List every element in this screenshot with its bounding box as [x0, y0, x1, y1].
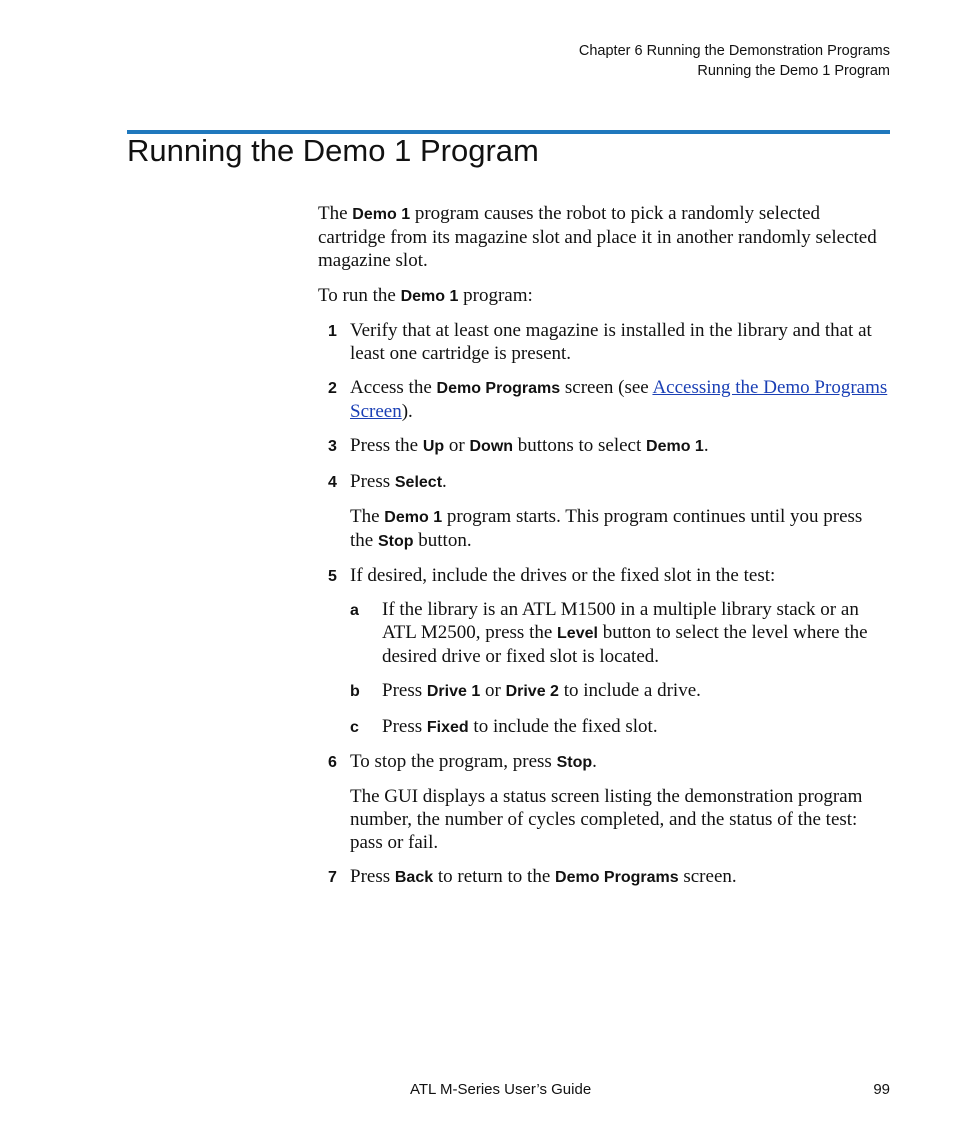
step-7 — [318, 865, 890, 889]
step-4 — [318, 470, 890, 494]
text: screen. — [678, 866, 737, 887]
text: Verify that at least one magazine is installed in the library and that at least one cartridge is present. — [350, 320, 872, 364]
keyword: Stop — [556, 754, 593, 771]
keyword: Back — [394, 869, 434, 886]
substep-b — [318, 679, 890, 703]
page-title: Running the Demo 1 Program — [127, 133, 539, 168]
step-6 — [318, 750, 890, 774]
keyword: Stop — [377, 533, 414, 550]
keyword: Drive 2 — [505, 683, 559, 700]
text: If desired, include the drives or the fixed slot in the test: — [350, 565, 776, 586]
text: button to select the level where the desired drive or fixed slot is located. — [382, 622, 868, 667]
text: screen (see — [560, 377, 653, 398]
footer-guide-title: ATL M-Series User’s Guide — [410, 1081, 592, 1098]
text: to return to the — [433, 866, 556, 887]
text: program causes the robot to pick a randomly selected cartridge from its magazine slot and place it in another randomly selected magazine slot. — [318, 203, 877, 271]
step-2 — [318, 376, 890, 423]
text: . — [442, 471, 447, 492]
keyword: Drive 1 — [426, 683, 481, 700]
step-3 — [318, 434, 890, 458]
to-run-paragraph — [318, 284, 890, 308]
keyword: Up — [422, 438, 445, 455]
header-section: Running the Demo 1 Program — [697, 63, 890, 79]
keyword: Fixed — [426, 719, 469, 736]
step-number: 5 — [328, 568, 337, 585]
text: The — [318, 203, 353, 224]
step-number: 6 — [328, 754, 337, 771]
text: ). — [401, 401, 413, 422]
text: or — [444, 435, 470, 456]
step-number: 2 — [328, 380, 337, 397]
step-number: 4 — [328, 474, 337, 491]
text: button. — [413, 530, 472, 551]
step-number: 7 — [328, 869, 337, 886]
text: The — [350, 506, 385, 527]
text: or — [480, 680, 506, 701]
text: Press the — [350, 435, 423, 456]
keyword: Demo 1 — [352, 206, 411, 223]
text: Press — [382, 680, 427, 701]
text: Press — [382, 716, 427, 737]
text: . — [703, 435, 709, 456]
text: Press — [350, 866, 395, 887]
page-number: 99 — [873, 1081, 890, 1098]
substep-letter: b — [350, 683, 360, 700]
keyword: Down — [469, 438, 514, 455]
intro-paragraph — [318, 202, 890, 272]
body-content — [318, 202, 890, 889]
keyword: Select — [394, 474, 443, 491]
header-chapter: Chapter 6 Running the Demonstration Programs — [578, 43, 890, 59]
text: to include the fixed slot. — [468, 716, 658, 737]
keyword: Level — [557, 625, 598, 642]
step-number: 1 — [328, 323, 337, 340]
text: to include a drive. — [558, 680, 701, 701]
step-number: 3 — [328, 438, 337, 455]
keyword: Demo 1 — [384, 509, 443, 526]
accessing-demo-programs-link[interactable]: Accessing the Demo Programs Screen — [350, 377, 888, 422]
running-header — [579, 41, 890, 81]
text: To stop the program, press — [350, 751, 557, 772]
text: If the library is an ATL M1500 in a multiple library stack or an ATL M2500, press the — [382, 599, 859, 643]
substep-c — [318, 715, 890, 739]
keyword: Demo Programs — [436, 380, 561, 397]
keyword: Demo 1 — [646, 438, 704, 455]
text: To run the — [318, 285, 401, 306]
step-4-note — [318, 505, 890, 553]
step-1 — [318, 319, 890, 365]
text: . — [592, 751, 597, 772]
text: Press — [350, 471, 395, 492]
text: buttons to select — [513, 435, 647, 456]
substep-a — [318, 598, 890, 668]
text: Access the — [350, 377, 437, 398]
keyword: Demo 1 — [400, 288, 459, 305]
text: program starts. This program continues until you press the — [350, 506, 863, 551]
substep-letter: c — [350, 719, 359, 736]
step-6-note: The GUI displays a status screen listing the demonstration program number, the number of cycles completed, and the status of the test: pass or fail. — [350, 786, 863, 853]
keyword: Demo Programs — [555, 869, 679, 886]
step-5 — [318, 564, 890, 587]
substep-letter: a — [350, 602, 359, 619]
text: program: — [458, 285, 533, 306]
